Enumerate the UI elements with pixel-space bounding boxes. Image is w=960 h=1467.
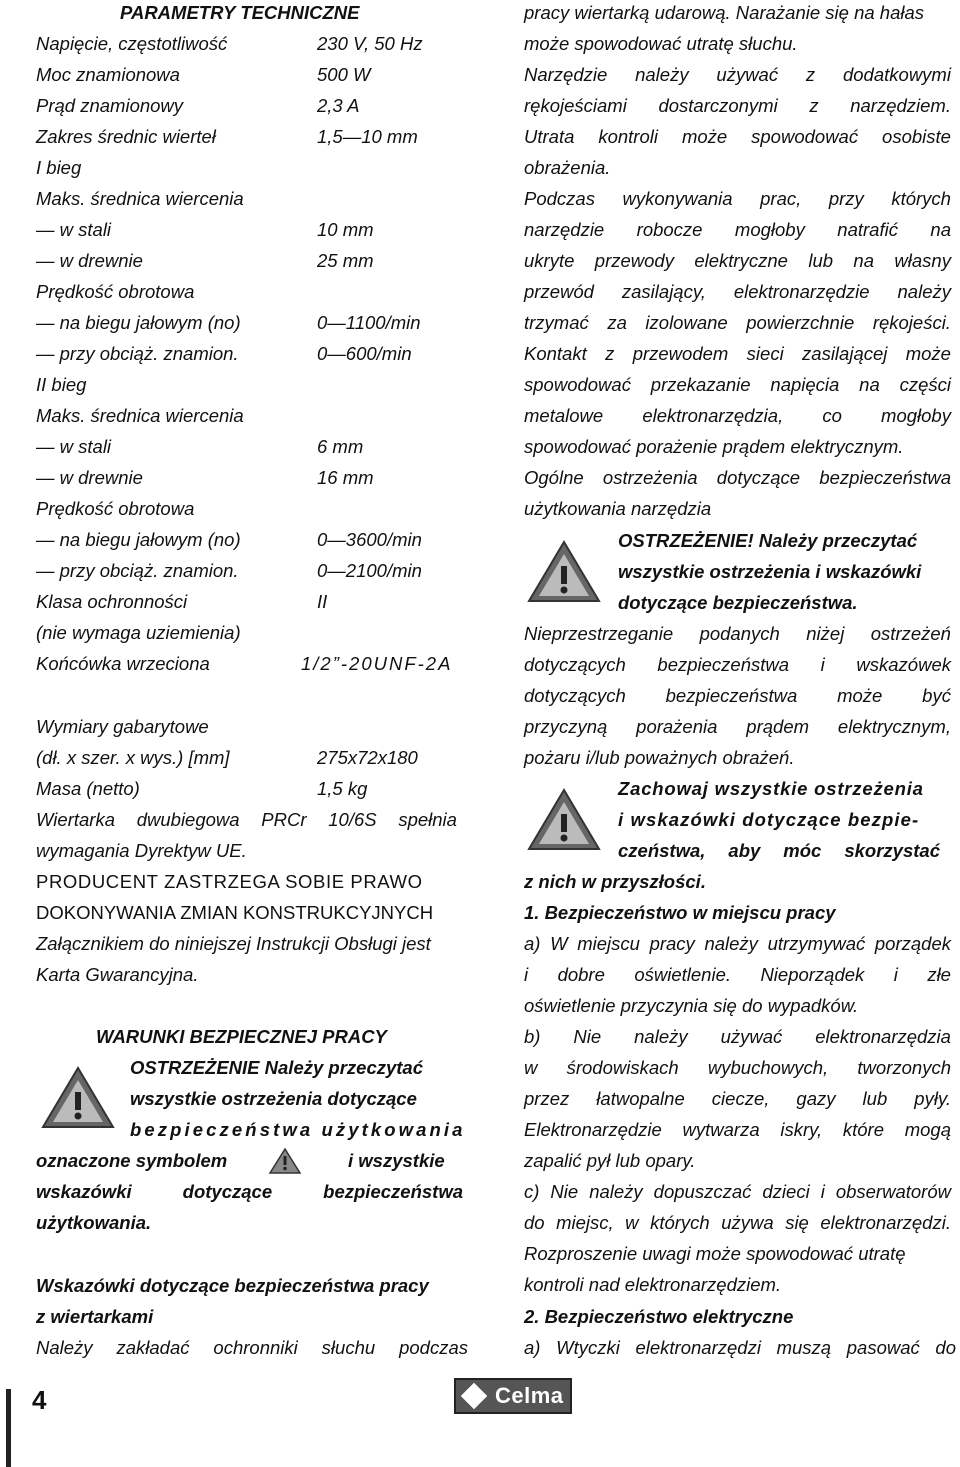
producer-line-1: PRODUCENT ZASTRZEGA SOBIE PRAWO — [36, 871, 423, 892]
page-number: 4 — [32, 1385, 47, 1415]
text-line: oświetlenie przyczynia się do wypadków. — [524, 995, 859, 1016]
spec-value: 230 V, 50 Hz — [317, 33, 423, 54]
spec-value: 2,3 A — [317, 95, 360, 116]
text-line: Utrata kontroli może spowodować osobiste — [524, 126, 951, 147]
spec-value: 0—1100/min — [317, 312, 421, 333]
annex-line-2: Karta Gwarancyjna. — [36, 964, 199, 985]
spec-value: 0—3600/min — [317, 529, 422, 550]
celma-logo — [454, 1378, 572, 1414]
text-line: Elektronarzędzie wytwarza iskry, które mogą — [524, 1119, 951, 1140]
text-line: w środowiskach wybuchowych, tworzonych — [524, 1057, 951, 1078]
spec-value: II — [317, 591, 328, 612]
spec-label: Końcówka wrzeciona — [36, 653, 210, 674]
spec-label: Moc znamionowa — [36, 64, 180, 85]
text-line: może spowodować utratę słuchu. — [524, 33, 798, 54]
spec-label: Prędkość obrotowa — [36, 281, 195, 302]
drill-section-text: Należy zakładać ochronniki słuchu podczas — [36, 1337, 468, 1358]
warning-triangle-icon — [526, 538, 602, 604]
spec-label: Napięcie, częstotliwość — [36, 33, 228, 54]
text-line: trzymać za izolowane powierzchnie rękojeści. — [524, 312, 951, 333]
warning-1-line-2: wszystkie ostrzeżenia dotyczące — [130, 1088, 417, 1109]
text-line: Nieprzestrzeganie podanych niżej ostrzeżeń — [524, 623, 951, 644]
spec-value: 0—600/min — [317, 343, 412, 364]
spec-value: 6 mm — [317, 436, 364, 457]
text-line: Kontakt z przewodem sieci zasilającej może — [524, 343, 951, 364]
spec-label: Zakres średnic wierteł — [36, 126, 216, 147]
producer-line-2: DOKONYWANIA ZMIAN KONSTRUKCYJNYCH — [36, 902, 434, 923]
spec-label: Maks. średnica wiercenia — [36, 405, 244, 426]
spec-label: II bieg — [36, 374, 87, 395]
warning-1-line-5 — [36, 1181, 463, 1203]
warning-triangle-icon — [40, 1064, 116, 1130]
spec-label: Maks. średnica wiercenia — [36, 188, 244, 209]
spec-label: — w drewnie — [36, 467, 143, 488]
text-line: przez łatwopalne ciecze, gazy lub pyły. — [524, 1088, 951, 1109]
conformity-line — [36, 809, 457, 831]
spec-label: — w stali — [36, 219, 112, 240]
spec-label: — na biegu jałowym (no) — [36, 312, 241, 333]
text-line: b) Nie należy używać elektronarzędzia — [524, 1026, 951, 1047]
warning-symbol-icon — [268, 1147, 302, 1175]
text-line: c) Nie należy dopuszczać dzieci i obserwatorów — [524, 1181, 951, 1202]
text-line: spowodować przekazanie napięcia na części — [524, 374, 951, 395]
warning-1-line-3: bezpieczeństwa użytkowania — [130, 1119, 466, 1140]
text-line: i dobre oświetlenie. Nieporządek i złe — [524, 964, 951, 985]
section-1-title: 1. Bezpieczeństwo w miejscu pracy — [524, 902, 836, 923]
text-line: kontroli nad elektronarzędziem. — [524, 1274, 782, 1295]
text-line: pracy wiertarką udarową. Narażanie się na hałas — [524, 2, 925, 23]
warning-1-line-1: OSTRZEŻENIE Należy przeczytać — [130, 1057, 424, 1078]
text-line: narzędzie robocze mogłoby natrafić na — [524, 219, 951, 240]
warning-triangle-icon — [526, 786, 602, 852]
dims-label-unit: (dł. x szer. x wys.) [mm] — [36, 747, 230, 768]
warning-3-line-4: z nich w przyszłości. — [524, 871, 706, 892]
text-line: Narzędzie należy używać z dodatkowymi — [524, 64, 951, 85]
text-line: dotyczących bezpieczeństwa może być — [524, 685, 951, 706]
text-line: przewód zasilający, elektronarzędzie należy — [524, 281, 951, 302]
section-2-title: 2. Bezpieczeństwo elektryczne — [524, 1306, 794, 1327]
spec-label: — przy obciąż. znamion. — [36, 560, 239, 581]
warning-3-line-1: Zachowaj wszystkie ostrzeżenia — [618, 778, 924, 799]
text-line: do miejsc, w których używa się elektronarzędzi. — [524, 1212, 951, 1233]
spec-value: 500 W — [317, 64, 371, 85]
dims-label: Wymiary gabarytowe — [36, 716, 209, 737]
mass-label: Masa (netto) — [36, 778, 140, 799]
text-line: rękojeściami dostarczonymi z narzędziem. — [524, 95, 951, 116]
annex-line-1: Załącznikiem do niniejszej Instrukcji Obsługi jest — [36, 933, 431, 954]
spec-label: (nie wymaga uziemienia) — [36, 622, 241, 643]
text-line: użytkowania narzędzia — [524, 498, 712, 519]
logo-text: Celma — [495, 1383, 564, 1408]
spec-label: — na biegu jałowym (no) — [36, 529, 241, 550]
text-line: zapalić pył lub opary. — [524, 1150, 696, 1171]
warning-2-line-2: wszystkie ostrzeżenia i wskazówki — [618, 561, 922, 582]
section-2-line: a) Wtyczki elektronarzędzi muszą pasować do — [524, 1337, 956, 1358]
warning-1-line-4b: i wszystkie — [348, 1150, 445, 1171]
spec-label: Klasa ochronności — [36, 591, 188, 612]
warning-1-line-5-text: wskazówki dotyczące bezpieczeństwa — [36, 1181, 463, 1202]
text-line: a) W miejscu pracy należy utrzymywać porządek — [524, 933, 951, 954]
spec-value: 25 mm — [317, 250, 374, 271]
spec-value: 1/2”-20UNF-2A — [301, 653, 453, 674]
text-line: metalowe elektronarzędzia, co mogłoby — [524, 405, 951, 426]
drill-section-title-2: z wiertarkami — [36, 1306, 154, 1327]
text-line: ukryte przewody elektryczne lub na własny — [524, 250, 951, 271]
spec-title: PARAMETRY TECHNICZNE — [120, 2, 360, 23]
text-line: Ogólne ostrzeżenia dotyczące bezpieczeństwa — [524, 467, 951, 488]
spec-value: 0—2100/min — [317, 560, 422, 581]
text-line: przyczyną porażenia prądem elektrycznym, — [524, 716, 951, 737]
warning-1-line-4a: oznaczone symbolem — [36, 1150, 228, 1171]
text-line: spowodować porażenie prądem elektrycznym. — [524, 436, 904, 457]
spec-label: Prędkość obrotowa — [36, 498, 195, 519]
spec-value: 16 mm — [317, 467, 374, 488]
warning-2-line-3: dotyczące bezpieczeństwa. — [618, 592, 858, 613]
text-line: pożaru i/lub poważnych obrażeń. — [524, 747, 795, 768]
warning-3-line-3: czeństwa, aby móc skorzystać — [618, 840, 940, 861]
spec-value: 1,5—10 mm — [317, 126, 418, 147]
spec-label: Prąd znamionowy — [36, 95, 184, 116]
mass-value: 1,5 kg — [317, 778, 368, 799]
warning-3-line-2: i wskazówki dotyczące bezpie- — [618, 809, 920, 830]
spec-label: — przy obciąż. znamion. — [36, 343, 239, 364]
spec-value: 10 mm — [317, 219, 374, 240]
text-line: obrażenia. — [524, 157, 611, 178]
spec-label: — w drewnie — [36, 250, 143, 271]
logo-diamond-icon — [461, 1383, 487, 1409]
warning-2-line-1: OSTRZEŻENIE! Należy przeczytać — [618, 530, 918, 551]
safety-title: WARUNKI BEZPIECZNEJ PRACY — [96, 1026, 387, 1047]
drill-section-title-1: Wskazówki dotyczące bezpieczeństwa pracy — [36, 1275, 429, 1296]
spec-label: — w stali — [36, 436, 112, 457]
text-line: dotyczących bezpieczeństwa i wskazówek — [524, 654, 951, 675]
dims-value: 275x72x180 — [317, 747, 418, 768]
conformity-text: Wiertarka dwubiegowa PRCr 10/6S spełnia — [36, 809, 457, 830]
spec-label: I bieg — [36, 157, 82, 178]
page-edge-bar — [6, 1389, 11, 1467]
text-line: Rozproszenie uwagi może spowodować utratę — [524, 1243, 906, 1264]
warning-1-line-6: użytkowania. — [36, 1212, 152, 1233]
text-line: Podczas wykonywania prac, przy których — [524, 188, 951, 209]
conformity-line-2: wymagania Dyrektyw UE. — [36, 840, 247, 861]
